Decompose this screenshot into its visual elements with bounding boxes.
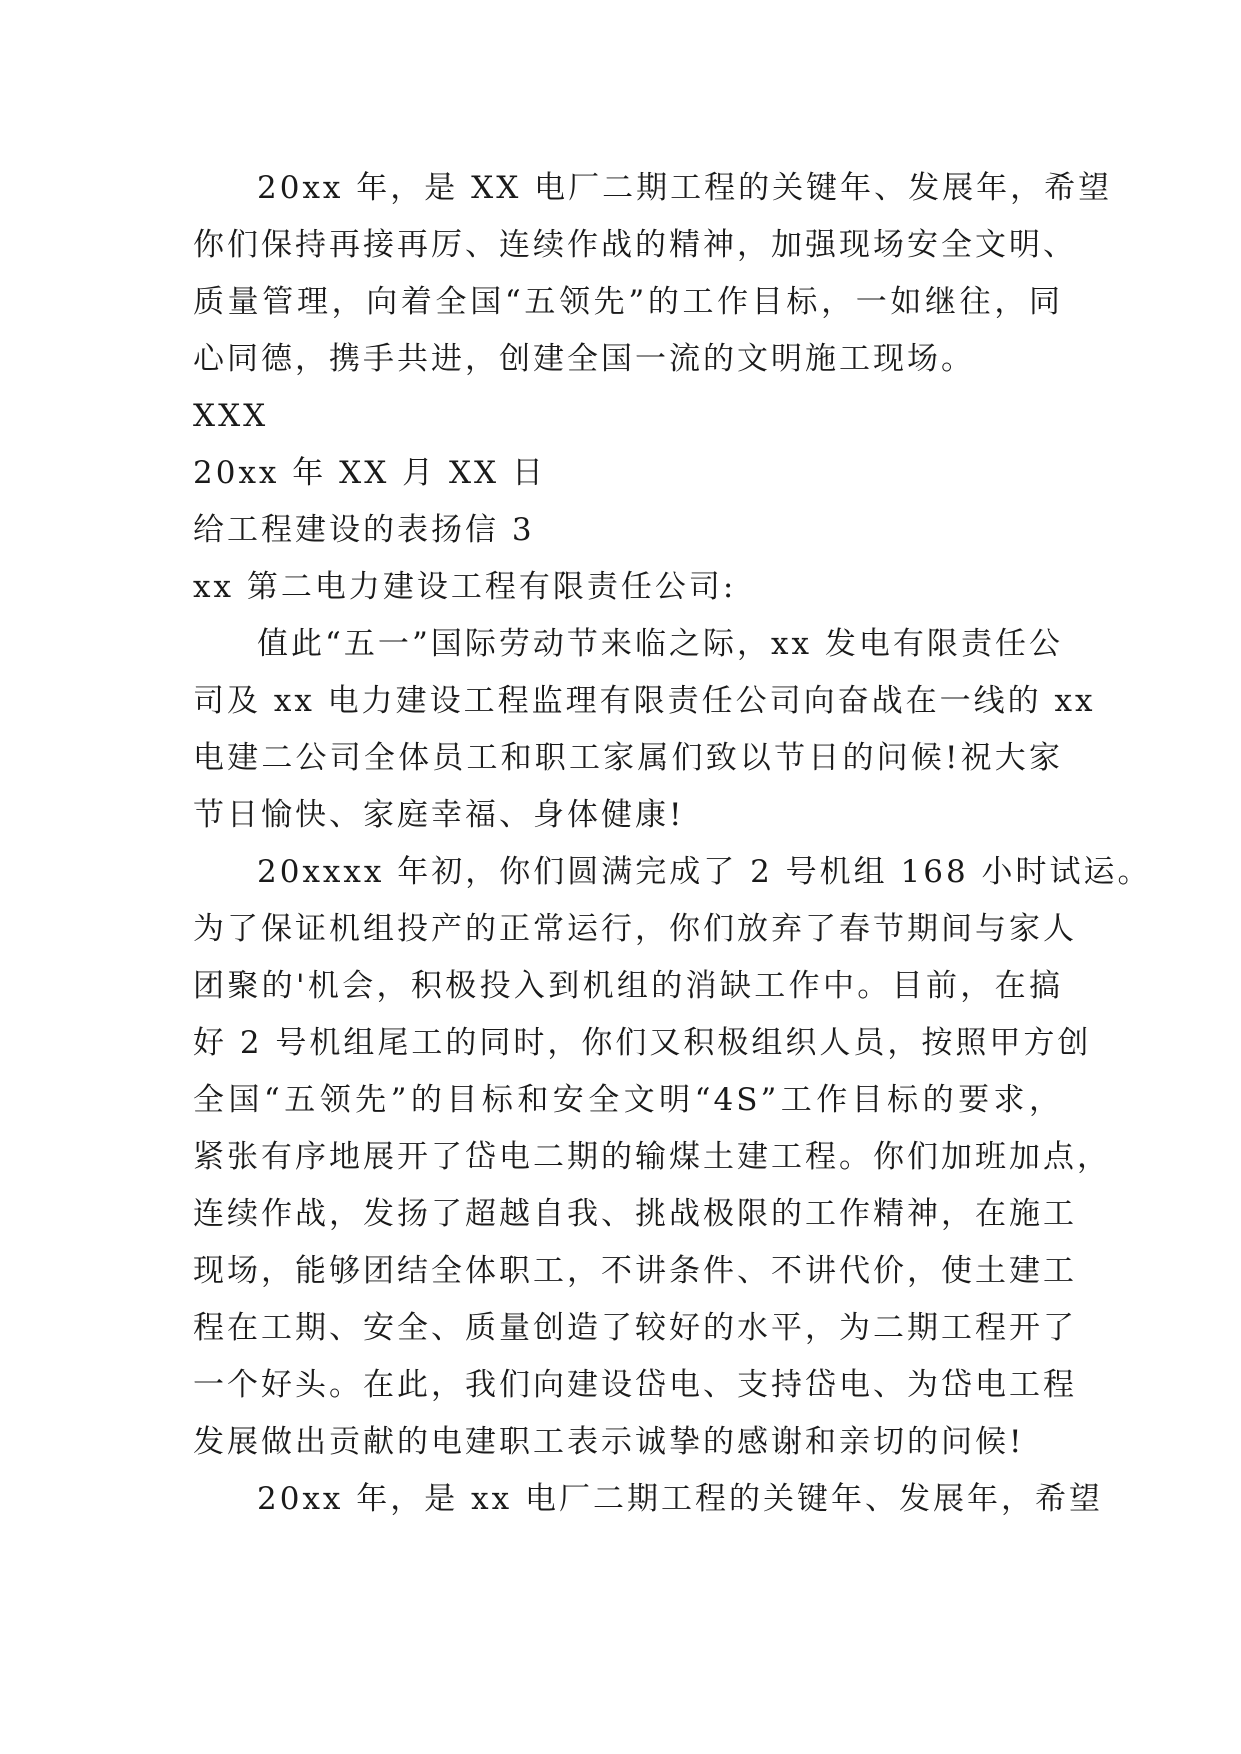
signature-date: 20xx 年 XX 月 XX 日 — [193, 455, 546, 491]
paragraph-line: 电建二公司全体员工和职工家属们致以节日的问候!祝大家 — [193, 740, 1063, 776]
paragraph-line: 发展做出贡献的电建职工表示诚挚的感谢和亲切的问候! — [193, 1424, 1025, 1460]
paragraph-line: 司及 xx 电力建设工程监理有限责任公司向奋战在一线的 xx — [193, 683, 1096, 719]
letter-body — [193, 160, 1152, 1528]
paragraph-line: 20xx 年，是 xx 电厂二期工程的关键年、发展年，希望 — [257, 1481, 1103, 1517]
paragraph-line: 一个好头。在此，我们向建设岱电、支持岱电、为岱电工程 — [193, 1367, 1077, 1403]
paragraph-line: 全国“五领先”的目标和安全文明“4S”工作目标的要求， — [193, 1082, 1063, 1118]
paragraph-line: 为了保证机组投产的正常运行，你们放弃了春节期间与家人 — [193, 911, 1077, 947]
paragraph-line: 你们保持再接再厉、连续作战的精神，加强现场安全文明、 — [193, 227, 1077, 263]
paragraph-line: 连续作战，发扬了超越自我、挑战极限的工作精神，在施工 — [193, 1196, 1077, 1232]
paragraph-line: 紧张有序地展开了岱电二期的输煤土建工程。你们加班加点， — [193, 1139, 1111, 1175]
paragraph-line: 心同德，携手共进，创建全国一流的文明施工现场。 — [193, 341, 975, 377]
paragraph-line: 程在工期、安全、质量创造了较好的水平，为二期工程开了 — [193, 1310, 1077, 1346]
letter-salutation: xx 第二电力建设工程有限责任公司: — [193, 569, 737, 605]
paragraph-line: 值此“五一”国际劳动节来临之际，xx 发电有限责任公 — [257, 626, 1063, 662]
paragraph-line: 好 2 号机组尾工的同时，你们又积极组织人员，按照甲方创 — [193, 1025, 1092, 1061]
letter-title: 给工程建设的表扬信 3 — [193, 512, 535, 548]
paragraph-line: 团聚的'机会，积极投入到机组的消缺工作中。目前，在搞 — [193, 968, 1063, 1004]
signature-name: XXX — [193, 398, 269, 434]
paragraph-line: 现场，能够团结全体职工，不讲条件、不讲代价，使土建工 — [193, 1253, 1077, 1289]
paragraph-line: 20xx 年，是 XX 电厂二期工程的关键年、发展年，希望 — [257, 170, 1113, 206]
paragraph-line: 质量管理，向着全国“五领先”的工作目标，一如继往，同 — [193, 284, 1063, 320]
paragraph-line: 节日愉快、家庭幸福、身体健康! — [193, 797, 685, 833]
paragraph-line: 20xxxx 年初，你们圆满完成了 2 号机组 168 小时试运。 — [257, 854, 1152, 890]
